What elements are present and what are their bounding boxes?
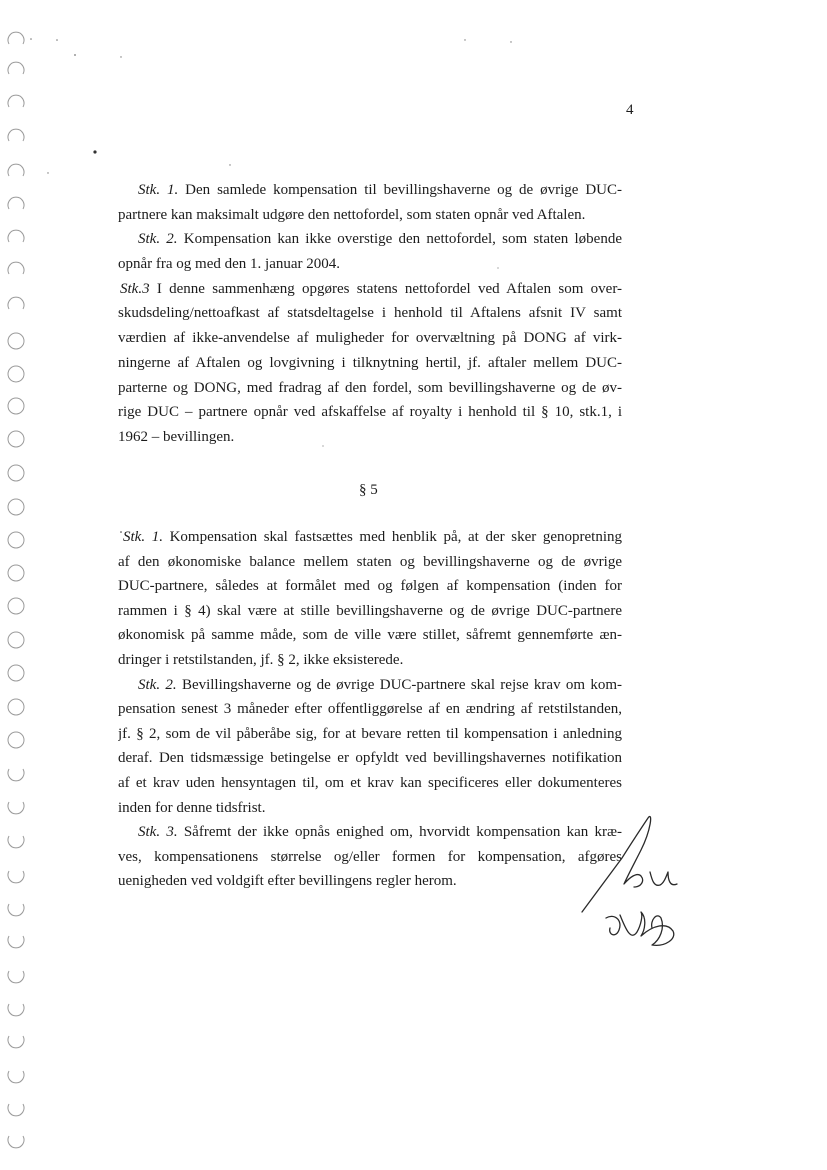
text-line: skudsdeling/nettoafkast af statsdeltagelse i henhold til Aftalens afsnit IV samt [118,305,622,322]
text-line: ves, kompensationens størrelse og/eller formen for kompensation, afgøres [118,848,622,865]
punch-hole [8,1071,24,1083]
signature-stroke [606,912,674,945]
paragraph-stk-3 [118,277,622,450]
text-line: parterne og DONG, med fradrag af den fordel, som bevillingshaverne og de øv- [118,379,622,396]
punch-hole [8,366,24,382]
text-line [118,673,622,698]
paragraph-label: Stk. 2. [138,231,178,248]
text-line [118,820,622,845]
punch-hole [8,62,24,74]
punch-hole [8,262,24,274]
punch-hole [8,565,24,581]
text-line: inden for denne tidsfrist. [118,799,266,816]
punch-hole [8,665,24,681]
text-line [118,178,622,203]
scan-speck [510,41,511,42]
punch-hole [8,398,24,414]
text-line: opnår fra og med den 1. januar 2004. [118,256,341,273]
text-line: af et krav uden hensyntagen til, om et krav kan specificeres eller dokumenteres [118,774,622,791]
section-heading: § 5 [359,482,378,498]
text-line: partnere kan maksimalt udgøre den nettofordel, som staten opnår ved Aftalen. [118,206,586,223]
line-text: Den samlede kompensation til bevillingshaverne og de øvrige DUC- [185,182,622,198]
scan-speck [74,54,76,56]
scan-speck [47,172,48,173]
punch-hole [8,129,24,141]
punch-hole [8,802,24,814]
punch-hole [8,164,24,176]
punch-hole [8,333,24,349]
punch-hole [8,836,24,848]
text-line: deraf. Den tidsmæssige betingelse er opfyldt ved bevillingshavernes notifikation [118,750,622,767]
text-line: rige DUC – partnere opnår ved afskaffelse af royalty i henhold til § 10, stk.1, i [118,404,622,421]
section-4-continued [118,178,622,450]
text-line: værdien af ikke-anvendelse af muligheder for overvæltning på DONG af virk- [118,330,622,347]
punch-hole [8,871,24,883]
text-line: uenigheden ved voldgift efter bevillingens regler herom. [118,873,457,890]
punch-hole [8,532,24,548]
paragraph-stk-1 [118,178,622,227]
punch-hole [8,1004,24,1016]
text-line: DUC-partnere, således at formålet med og følgen af kompensation (inden for [118,578,622,595]
punch-hole [8,699,24,715]
scan-speck [120,56,121,57]
punch-hole [8,732,24,748]
paragraph-stk-1 [118,525,622,673]
text-line [118,525,622,550]
punch-hole [8,1036,24,1048]
paragraph-label: Stk.3 [120,280,150,297]
punch-hole [8,95,24,107]
punch-hole [8,499,24,515]
text-line [118,277,622,302]
line-text: Bevillingshaverne og de øvrige DUC-partnere skal rejse krav om kom- [181,676,622,693]
punch-hole [8,197,24,209]
page-number: 4 [626,102,634,118]
punch-hole [8,431,24,447]
scan-speck [56,39,58,41]
punch-hole [8,230,24,242]
punch-hole [8,598,24,614]
text-line: jf. § 2, som de vil påberåbe sig, for at bevare retten til kompensation i anledning [118,725,622,742]
punch-hole [8,971,24,983]
paragraph-stk-2 [118,227,622,276]
text-line: økonomisk på samme måde, som de ville være stillet, såfremt gennemførte æn- [118,627,622,644]
punch-hole [8,769,24,781]
punch-hole [8,465,24,481]
scan-speck [30,38,32,40]
paragraph-label: Stk. 3. [138,824,178,841]
punch-hole [8,1136,24,1148]
punch-hole [8,904,24,916]
signature-stroke [650,872,677,885]
text-line [118,227,622,252]
text-line: rammen i § 4) skal være at stille bevillingshaverne og de øvrige DUC-partnere [118,602,622,619]
section-5 [118,525,622,894]
punch-hole [8,32,24,44]
punch-hole [8,632,24,648]
punch-hole [8,1104,24,1116]
line-text: I denne sammenhæng opgøres statens nettofordel ved Aftalen som over- [156,280,622,297]
punch-holes [8,32,24,1148]
line-text: Kompensation skal fastsættes med henblik på, at der sker genopretning [169,529,622,545]
punch-hole [8,936,24,948]
scan-speck [93,150,96,153]
paragraph-stk-3 [118,820,622,894]
scan-speck [464,39,465,40]
text-line: dringer i retstilstanden, jf. § 2, ikke eksisterede. [118,651,404,668]
paragraph-stk-2 [118,673,622,821]
paragraph-label: Stk. 2. [138,676,177,693]
scan-speck [229,164,230,165]
punch-hole [8,297,24,309]
text-line: af den økonomiske balance mellem staten og bevillingshaverne og de øvrige [118,553,622,570]
text-line: ningerne af Aftalen og lovgivning i tilknytning hertil, jf. aftaler mellem DUC- [118,354,622,371]
line-text: Kompensation kan ikke overstige den nettofordel, som staten løbende [183,231,622,248]
paragraph-label: Stk. 1. [123,529,163,545]
line-text: Såfremt der ikke opnås enighed om, hvorvidt kompensation kan kræ- [183,824,622,841]
paragraph-label: Stk. 1. [138,182,179,198]
text-line: pensation senest 3 måneder efter offentliggørelse af en ændring af retstilstanden, [118,701,622,718]
text-line: 1962 – bevillingen. [118,428,235,445]
